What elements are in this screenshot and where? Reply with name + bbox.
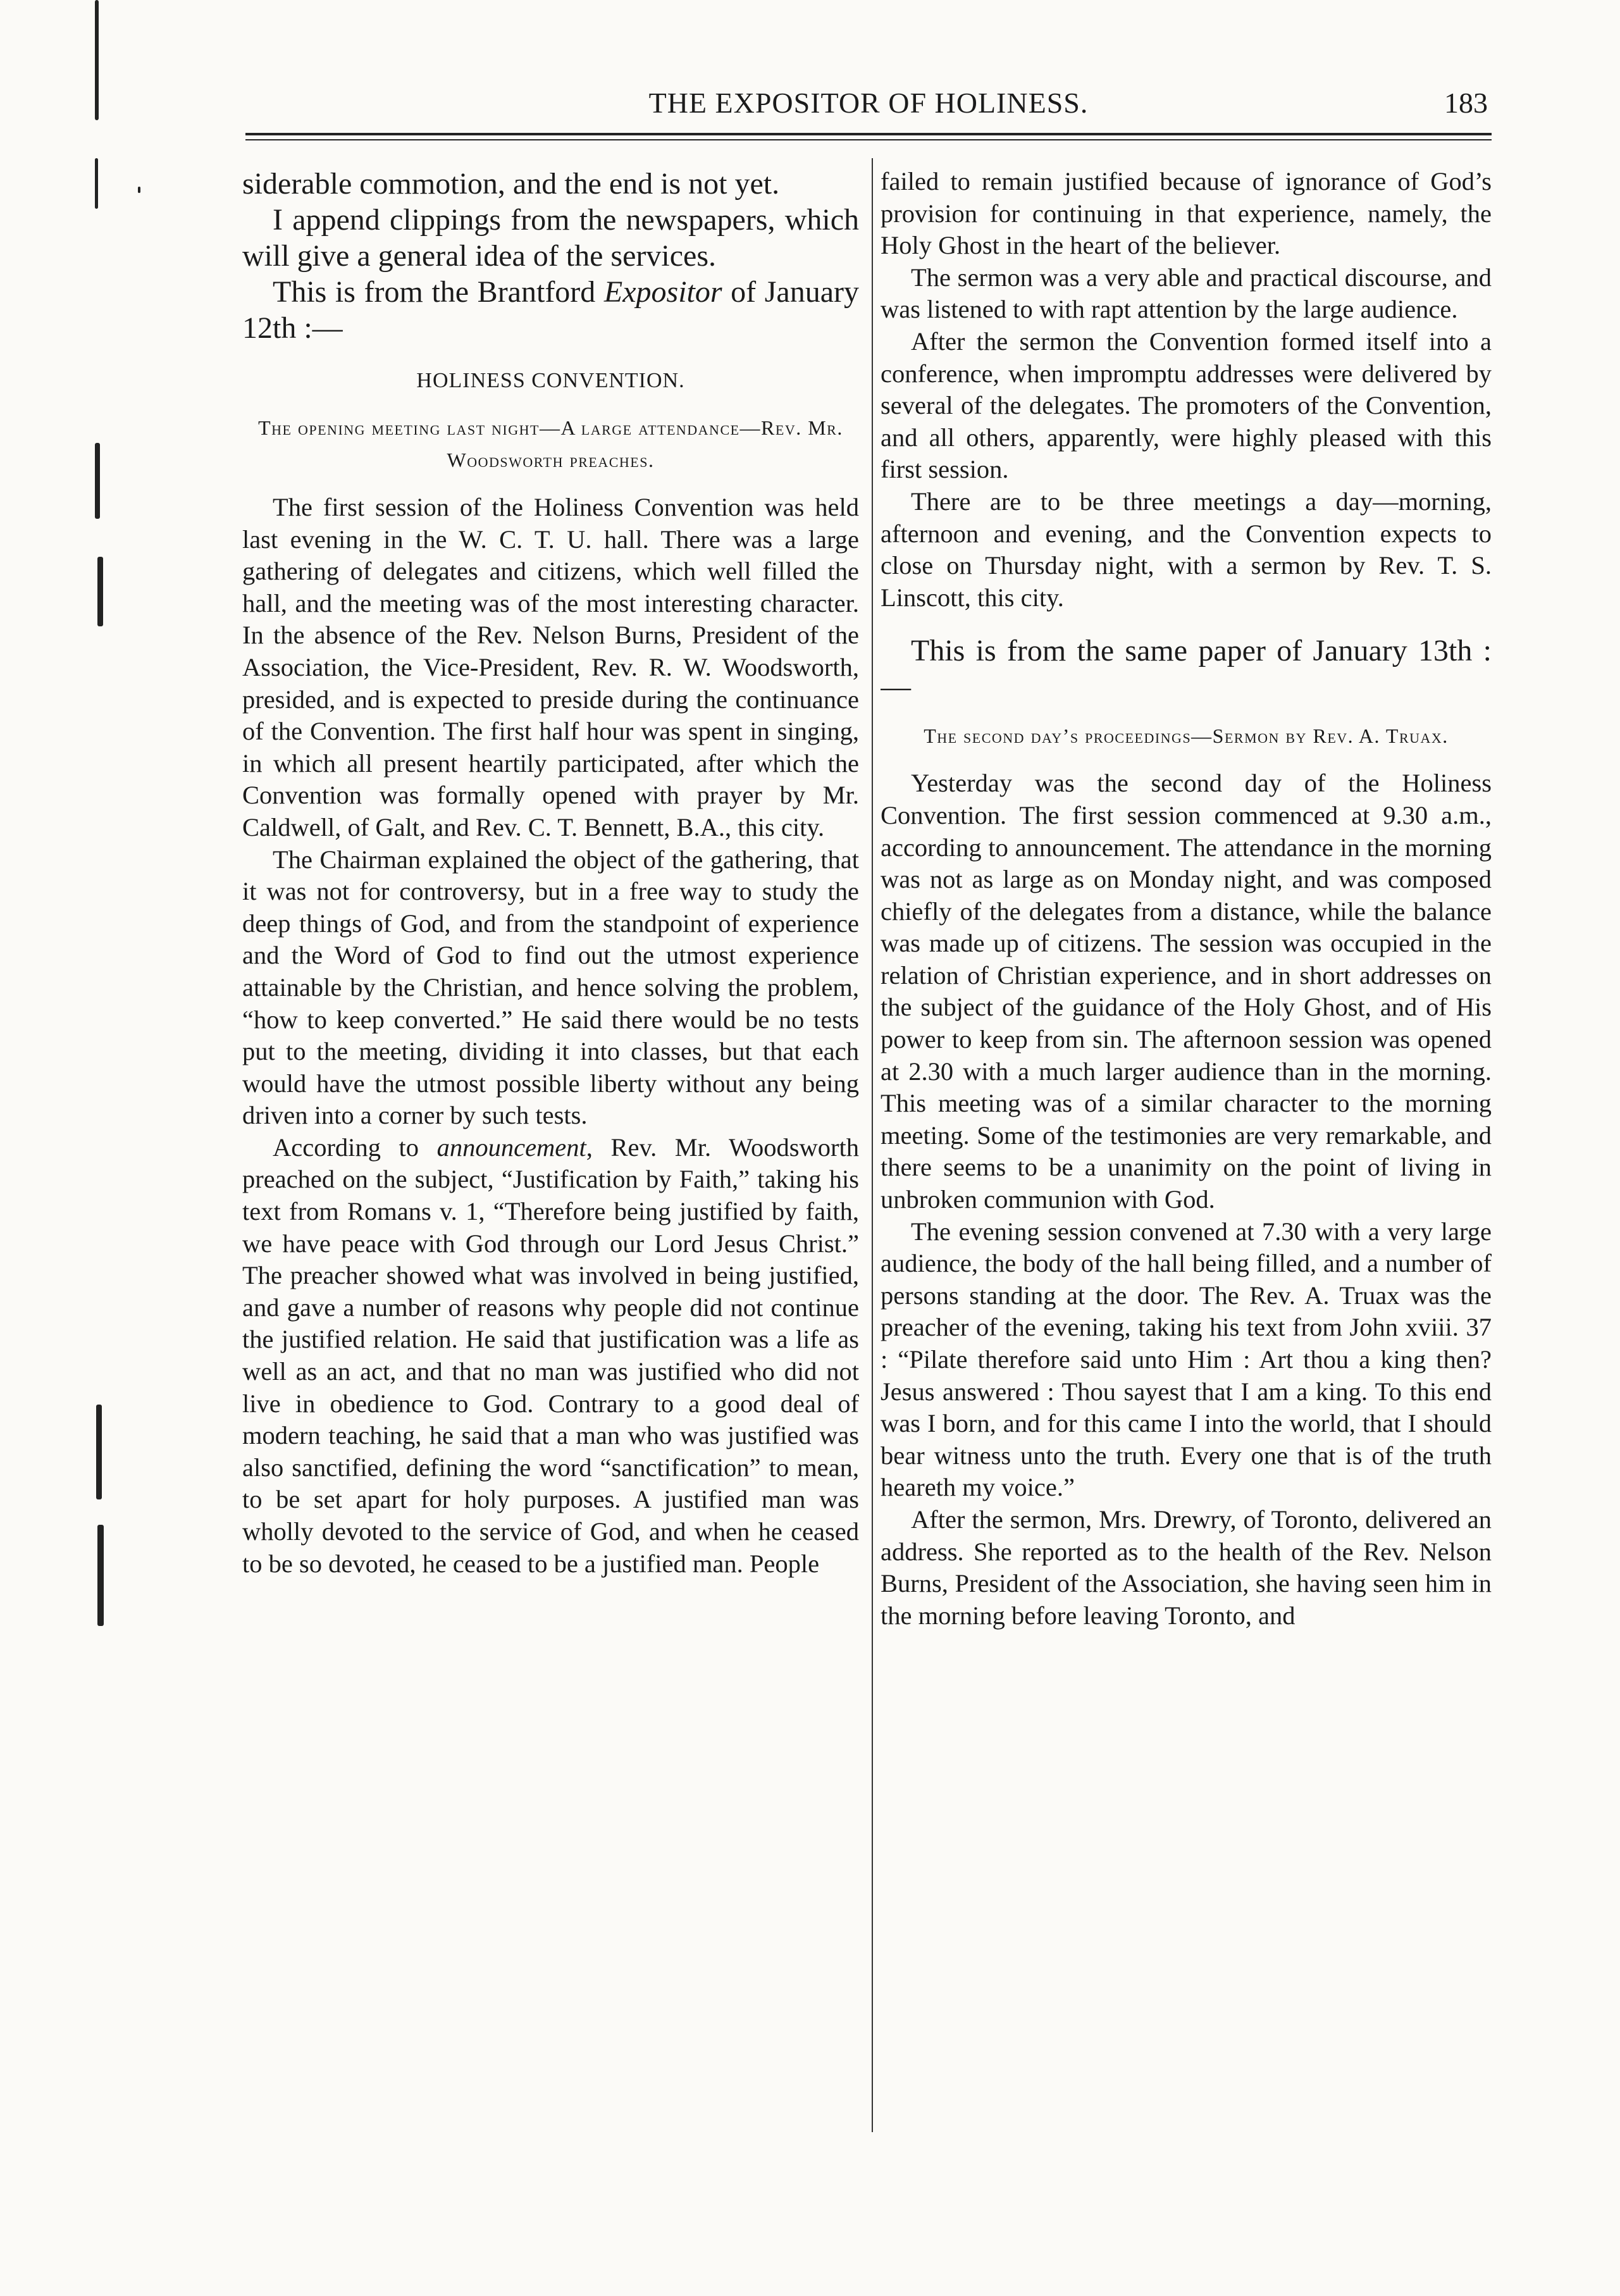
binding-mark	[95, 0, 99, 120]
publication-name: Expositor	[603, 275, 722, 309]
article-subheading: The opening meeting last night—A large attendance—Rev. Mr. Woodsworth preaches.	[258, 416, 843, 471]
paragraph-text: According to	[273, 1132, 437, 1162]
article-subheading: The second day’s proceedings—Sermon by Rev. A. Truax.	[924, 724, 1449, 748]
binding-mark	[97, 557, 103, 626]
left-column	[242, 166, 859, 2133]
paragraph: After the sermon the Convention formed itself into a conference, when impromptu addresses were delivered by several of the delegates. The promoters of the Convention, and all others, apparently, were highly pleased with this first session.	[881, 326, 1492, 484]
paragraph-text: , Rev. Mr. Woodsworth preached on the subject, “Justification by Faith,” taking his text from Romans v. 1, “Therefore being justified by faith, we have peace with God through our Lord Jesus Christ.” The preacher showed what was involved in being justified, and gave a number of reasons why people did not continue the justified relation. He said that justification was a life as well as an act, and that no man was justified who did not live in obedience to God. Contrary to a good deal of modern teaching, he said that a man who was justified was also sanctified, defining the word “sanctification” to mean, to be set apart for holy purposes. A justified man was wholly devoted to the service of God, and when he ceased to be so devoted, he ceased to be a justified man. People	[242, 1132, 859, 1578]
binding-mark	[95, 443, 100, 519]
running-title: THE EXPOSITOR OF HOLINESS.	[648, 87, 1089, 119]
right-column	[881, 166, 1492, 2133]
paragraph: The Chairman explained the object of the gathering, that it was not for controversy, but in a free way to study the deep things of God, and from the standpoint of experience and the Word of God to find out the utmost experience attainable by the Christian, and hence solving the problem, “how to keep converted.” He said there would be no tests put to the meeting, dividing it into classes, but that each would have the utmost possible liberty without any being driven into a corner by such tests.	[242, 845, 859, 1130]
paragraph	[242, 1132, 859, 1580]
header-rule-bottom	[245, 139, 1492, 140]
paragraph: There are to be three meetings a day—morning, afternoon and evening, and the Convention expects to close on Thursday night, with a sermon by Rev. T. S. Linscott, this city.	[881, 487, 1492, 612]
article-heading: HOLINESS CONVENTION.	[416, 369, 685, 392]
binding-mark	[138, 187, 140, 193]
binding-mark	[96, 1405, 102, 1499]
paragraph: failed to remain justified because of ignorance of God’s provision for continuing in that experience, namely, the Holy Ghost in the heart of the believer.	[881, 167, 1492, 260]
paragraph-text: of January 12th :—	[242, 275, 859, 345]
binding-mark	[97, 1525, 104, 1626]
paragraph: The evening session convened at 7.30 with a very large audience, the body of the hall being filled, and a number of persons standing at the door. The Rev. A. Truax was the preacher of the evening, taking his text from John xviii. 37 : “Pilate therefore said unto Him : Art thou a king then? Jesus answered : Thou sayest that I am a king. To this end was I born, and for this came I into the world, that I should bear witness unto the truth. Every one that is of the truth heareth my voice.”	[881, 1217, 1492, 1502]
paragraph: I append clippings from the newspapers, which will give a general idea of the services.	[242, 203, 859, 273]
binding-mark	[95, 158, 98, 209]
paragraph: The first session of the Holiness Convention was held last evening in the W. C. T. U. hall. There was a large gathering of delegates and citizens, which well filled the hall, and the meeting was of the most interesting character. In the absence of the Rev. Nelson Burns, President of the Association, the Vice-President, Rev. R. W. Woodsworth, presided, and is expected to preside during the continuance of the Convention. The first half hour was spent in singing, in which all present heartily participated, after which the Convention was formally opened with prayer by Mr. Caldwell, of Galt, and Rev. C. T. Bennett, B.A., this city.	[242, 493, 859, 841]
running-head	[245, 75, 1492, 132]
paragraph: The sermon was a very able and practical discourse, and was listened to with rapt attention by the large audience.	[881, 263, 1492, 324]
paragraph-text: This is from the Brantford	[273, 275, 604, 309]
header-rule-top	[245, 133, 1492, 135]
paragraph: Yesterday was the second day of the Holiness Convention. The first session commenced at 9.30 a.m., according to announcement. The attendance in the morning was not as large as on Monday night, and was composed chiefly of the delegates from a distance, while the balance was made up of citizens. The session was occupied in the relation of Christian experience, and in short addresses on the subject of the guidance of the Holy Ghost, and of His power to keep from sin. The afternoon session was opened at 2.30 with a much larger audience than in the morning. This meeting was of a similar character to the morning meeting. Some of the testimonies are very remarkable, and there seems to be a unanimity on the point of living in unbroken communion with God.	[881, 769, 1492, 1214]
paragraph: This is from the same paper of January 13th :—	[881, 634, 1492, 704]
paragraph	[242, 274, 859, 346]
paragraph: After the sermon, Mrs. Drewry, of Toronto, delivered an address. She reported as to the health of the Rev. Nelson Burns, President of the Association, she having seen him in the morning before leaving Toronto, and	[881, 1505, 1492, 1630]
italic-word: announcement	[436, 1132, 586, 1162]
page-number: 183	[1444, 87, 1488, 119]
paragraph: siderable commotion, and the end is not yet.	[242, 167, 780, 201]
column-divider	[872, 158, 873, 2132]
